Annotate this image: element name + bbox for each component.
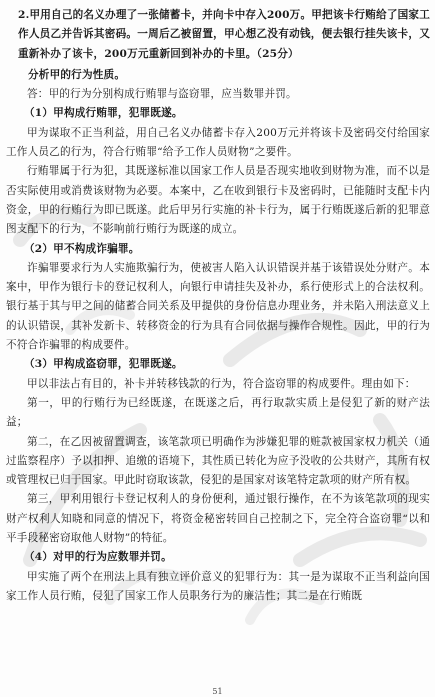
question-prompt: 2.甲用自己的名义办理了一张储蓄卡，并向卡中存入200万。甲把该卡行贿给了国家工作人员乙并告诉其密码。一周后乙被留置，甲心想乙没有动钱，便去银行挂失该卡，又重新补办了该卡，200万元重新回到补办的卡里。（25分） [18,9,430,60]
document-body [6,6,430,606]
section-heading-3: （3）甲构成盗窃罪，犯罪既遂。 [24,358,183,371]
section-3-paragraph-1: 甲以非法占有目的，补卡并转移钱款的行为，符合盗窃罪的构成要件。理由如下： [27,377,416,390]
question-task: 分析甲的行为性质。 [28,68,126,81]
section-3-paragraph-2: 第一，甲的行贿行为已经既遂，在既遂之后，再行取款实质上是侵犯了新的财产法益； [6,396,430,429]
section-heading-2: （2）甲不构成诈骗罪。 [24,242,140,255]
section-1-paragraph-1: 甲为谋取不正当利益，用自己名义办储蓄卡存入200万元并将该卡及密码交付给国家工作人员乙的行为，符合行贿罪“给予工作人员财物”之要件。 [6,126,430,159]
section-1-paragraph-2: 行贿罪属于行为犯，其既遂标准以国家工作人员是否现实地收到财物为准，而不以是否实际使用或消费该财物为必要。本案中，乙在收到银行卡及密码时，已能随时支配卡内资金，甲的行贿行为即已既遂。此后甲另行实施的补卡行为，属于行贿既遂后新的犯罪意图支配下的行为，不影响前行贿行为既遂的成立。 [6,165,430,236]
section-heading-4: （4）对甲的行为应数罪并罚。 [24,551,172,564]
section-4-paragraph-1: 甲实施了两个在刑法上具有独立评价意义的犯罪行为：其一是为谋取不正当利益向国家工作人员行贿，侵犯了国家工作人员职务行为的廉洁性；其二是在行贿既 [6,570,430,602]
page-number: 51 [212,687,223,696]
section-2-paragraph-1: 诈骗罪要求行为人实施欺骗行为，使被害人陷入认识错误并基于该错误处分财产。本案中，甲作为银行卡的登记权利人，向银行申请挂失及补办，系行使形式上的合法权利。银行基于其与甲之间的储蓄合同关系及甲提供的身份信息办理业务，并未陷入刑法意义上的认识错误，其补发新卡、转移资金的行为具有合同依据与操作合规性。因此，甲的行为不符合诈骗罪的构成要件。 [6,261,430,352]
section-3-paragraph-3: 第二，在乙因被留置调查，该笔款项已明确作为涉嫌犯罪的赃款被国家权力机关（通过监察程序）予以扣押、追缴的语境下，其性质已转化为应予没收的公共财产，其所有权或管理权已归于国家。甲此时窃取该款，侵犯的是国家对该笔特定款项的财产所有权。 [6,435,430,487]
section-3-paragraph-4: 第三，甲利用银行卡登记权利人的身份便利，通过银行操作，在不为该笔款项的现实财产权利人知晓和同意的情况下，将资金秘密转回自己控制之下，完全符合盗窃罪“以和平手段秘密窃取他人财物”的特征。 [6,493,430,545]
answer-summary: 答：甲的行为分别构成行贿罪与盗窃罪，应当数罪并罚。 [27,88,297,101]
section-heading-1: （1）甲构成行贿罪，犯罪既遂。 [24,107,183,120]
